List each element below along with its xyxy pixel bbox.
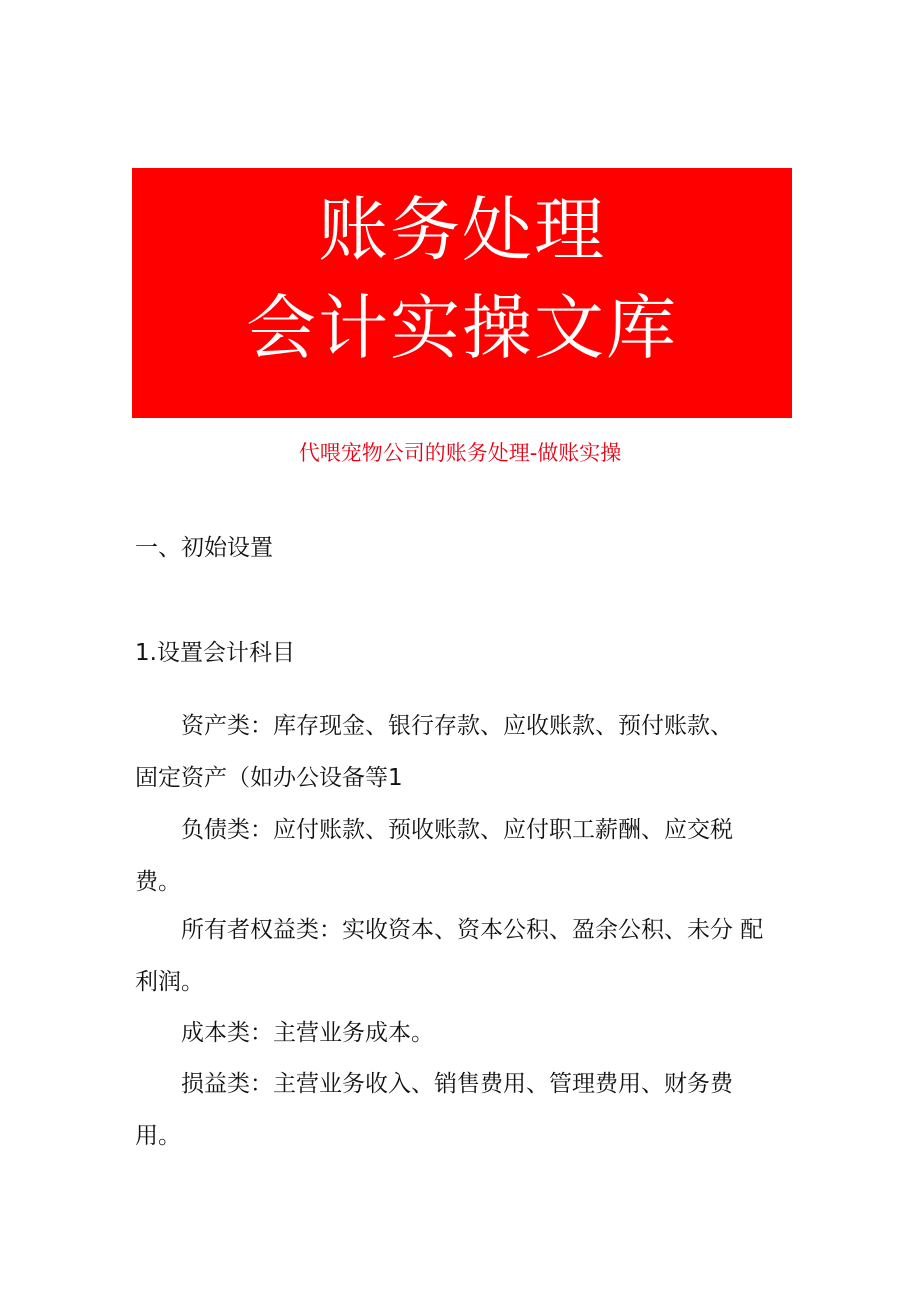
paragraph-cost: [135, 1016, 795, 1050]
title-banner: [132, 168, 792, 418]
banner-title-line-2: 会计实操文库: [246, 287, 678, 369]
document-subtitle: 代喂宠物公司的账务处理-做账实操: [298, 441, 622, 465]
paragraph-equity: [135, 913, 795, 999]
paragraph-line: 用。: [135, 1123, 181, 1149]
paragraph-line: 损益类：主营业务收入、销售费用、管理费用、财务费: [181, 1071, 733, 1097]
paragraph-line: 费。: [135, 869, 181, 895]
paragraph-line: 负债类：应付账款、预收账款、应付职工薪酬、应交税: [181, 817, 733, 843]
paragraph-line: 利润。: [135, 969, 204, 995]
paragraph-line: 固定资产（如办公设备等1: [135, 765, 403, 791]
subsection-heading-accounts: 1.设置会计科目: [135, 640, 295, 666]
paragraph-line: 成本类：主营业务成本。: [181, 1020, 434, 1046]
paragraph-profit-loss: [135, 1067, 795, 1153]
paragraph-assets: [135, 709, 795, 795]
section-heading-initial-setup: 一、初始设置: [135, 535, 273, 561]
paragraph-line: 资产类：库存现金、银行存款、应收账款、预付账款、: [181, 713, 733, 739]
paragraph-liabilities: [135, 813, 795, 899]
banner-title-line-1: 账务处理: [318, 189, 606, 271]
paragraph-line: 所有者权益类：实收资本、资本公积、盈余公积、未分 配: [181, 917, 764, 943]
